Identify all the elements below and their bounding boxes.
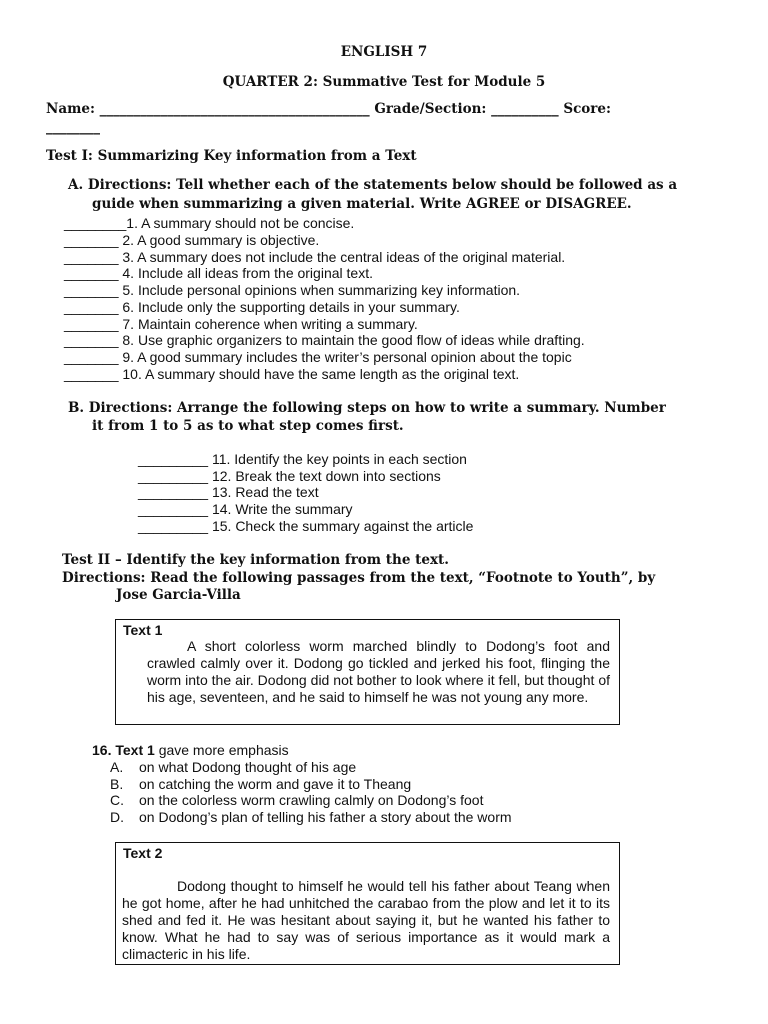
option-letter: D. (110, 809, 124, 825)
text1-body: A short colorless worm marched blindly to Dodong’s foot and crawled calmly over it. Dodong go tickled and jerked his foot, flinging the worm into the air. Dodong did not bother to look where it fell, but thought of his age, seventeen, and he said to himself he was not young any more. (147, 638, 610, 705)
partA-item: _______ 8. Use graphic organizers to maintain the good flow of ideas while drafting. (64, 332, 585, 348)
option-letter: B. (110, 776, 124, 792)
name-grade-score-line: Name: ________________________________________ Grade/Section: __________ Score: (46, 101, 611, 117)
text2-body: Dodong thought to himself he would tell his father about Teang when he got home, after he had unhitched the carabao from the plow and let it to its shed and fed it. He was hesitant about saying it, but he wanted his father to know. What he had to say was of serious importance as it would mark a climacteric in his life. (122, 878, 610, 962)
text2-box (115, 842, 620, 965)
option-letter: A. (110, 759, 124, 775)
partB-item: _________ 12. Break the text down into sections (138, 468, 441, 484)
partA-item: _______ 2. A good summary is objective. (64, 232, 320, 248)
partB-item: _________ 15. Check the summary against the article (138, 518, 474, 534)
option-b (110, 776, 411, 792)
option-text: on the colorless worm crawling calmly on Dodong’s foot (139, 792, 484, 808)
partB-item: _________ 14. Write the summary (138, 501, 353, 517)
test2-directions-line1: Directions: Read the following passages from the text, “Footnote to Youth”, by (62, 570, 656, 586)
partA-item: _______ 5. Include personal opinions when summarizing key information. (64, 282, 521, 298)
option-d (110, 809, 512, 825)
question-stem: gave more emphasis (158, 742, 289, 758)
partA-item: _______ 3. A summary does not include the central ideas of the original material. (64, 249, 566, 265)
test2-directions-line2: Jose Garcia-Villa (116, 587, 241, 603)
text1-box (115, 619, 620, 725)
test2-title: Test II – Identify the key information from the text. (62, 552, 449, 568)
partA-item: ________1. A summary should not be concise. (64, 215, 355, 231)
document-subject: ENGLISH 7 (340, 44, 428, 60)
text1-title: Text 1 (123, 622, 163, 638)
partA-item: _______ 4. Include all ideas from the original text. (64, 265, 373, 281)
partA-directions-line1: A. Directions: Tell whether each of the statements below should be followed as a (68, 177, 678, 193)
option-text: on what Dodong thought of his age (139, 759, 357, 775)
partB-directions-line2: it from 1 to 5 as to what step comes first. (92, 418, 404, 434)
partA-item: _______ 9. A good summary includes the writer’s personal opinion about the topic (64, 349, 572, 365)
partA-item: _______ 6. Include only the supporting details in your summary. (64, 299, 460, 315)
option-letter: C. (110, 792, 124, 808)
option-text: on Dodong’s plan of telling his father a story about the worm (139, 809, 512, 825)
document-subtitle: QUARTER 2: Summative Test for Module 5 (222, 74, 546, 90)
partA-directions-line2: guide when summarizing a given material. Write AGREE or DISAGREE. (92, 196, 632, 212)
partA-item: _______ 10. A summary should have the same length as the original text. (64, 366, 520, 382)
text2-title: Text 2 (123, 845, 163, 861)
option-text: on catching the worm and gave it to Theang (139, 776, 412, 792)
partB-item: _________ 11. Identify the key points in each section (138, 451, 467, 467)
partB-directions-line1: B. Directions: Arrange the following steps on how to write a summary. Number (68, 400, 666, 416)
question-text-ref: Text 1 (115, 742, 155, 758)
partA-item: _______ 7. Maintain coherence when writing a summary. (64, 316, 418, 332)
partB-item: _________ 13. Read the text (138, 484, 319, 500)
score-blank: ________ (46, 119, 100, 135)
question-number: 16. (92, 742, 112, 758)
option-c (110, 792, 483, 808)
question-16-stem (92, 742, 289, 758)
option-a (110, 759, 356, 775)
test1-title: Test I: Summarizing Key information from a Text (46, 148, 417, 164)
